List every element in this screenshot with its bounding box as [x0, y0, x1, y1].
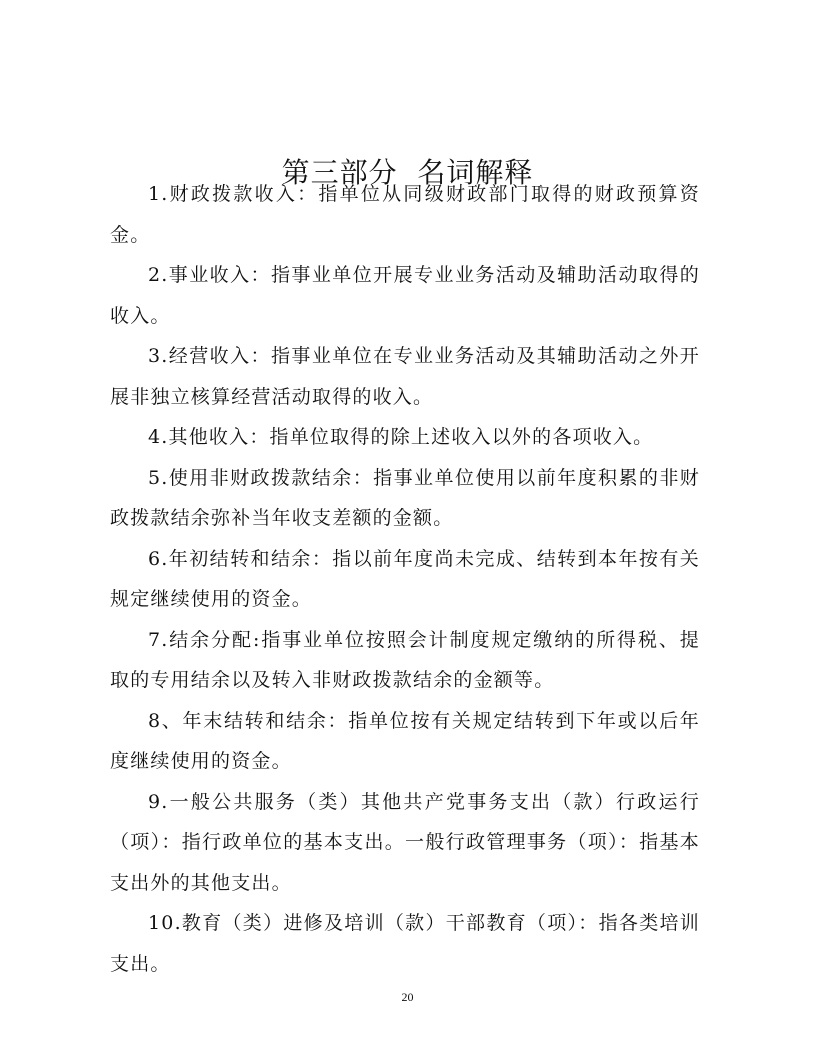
- glossary-item-6: 6.年初结转和结余：指以前年度尚未完成、结转到本年按有关规定继续使用的资金。: [110, 547, 700, 610]
- glossary-item-4: 4.其他收入：指单位取得的除上述收入以外的各项收入。: [148, 426, 654, 448]
- glossary-item-9: 9.一般公共服务（类）其他共产党事务支出（款）行政运行（项）：指行政单位的基本支出。一般行政管理事务（项）：指基本支出外的其他支出。: [110, 790, 700, 894]
- glossary-item-8: 8、年末结转和结余：指单位按有关规定结转到下年或以后年度继续使用的资金。: [110, 709, 700, 772]
- glossary-item-10: 10.教育（类）进修及培训（款）干部教育（项）：指各类培训支出。: [110, 912, 700, 975]
- page-number: 20: [401, 990, 414, 1004]
- section-title: 第三部分 名词解释: [281, 155, 534, 189]
- glossary-item-7: 7.结余分配:指事业单位按照会计制度规定缴纳的所得税、提取的专用结余以及转入非财政拨款结余的金额等。: [110, 628, 700, 691]
- glossary-content: [110, 174, 700, 984]
- glossary-item-2: 2.事业收入：指事业单位开展专业业务活动及辅助活动取得的收入。: [110, 264, 700, 327]
- glossary-item-5: 5.使用非财政拨款结余：指事业单位使用以前年度积累的非财政拨款结余弥补当年收支差额的金额。: [110, 466, 700, 529]
- glossary-item-3: 3.经营收入：指事业单位在专业业务活动及其辅助活动之外开展非独立核算经营活动取得的收入。: [110, 345, 700, 408]
- glossary-item-1: 1.财政拨款收入：指单位从同级财政部门取得的财政预算资金。: [110, 183, 700, 246]
